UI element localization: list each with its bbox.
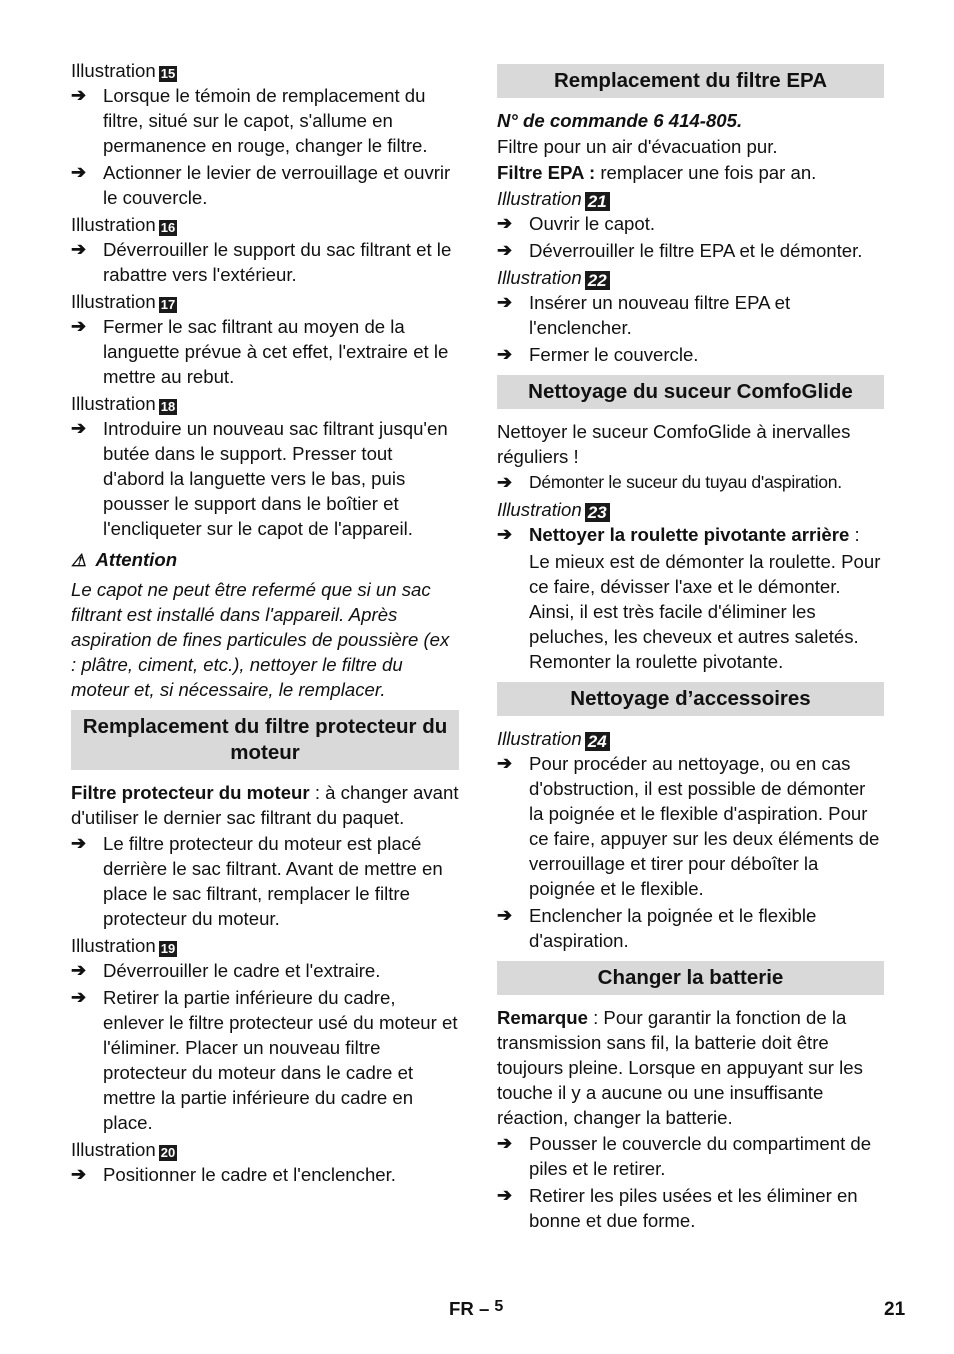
warning-icon: ⚠ — [71, 551, 87, 570]
arrow-icon: ➔ — [497, 344, 513, 364]
illustration-number: 24 — [585, 732, 610, 751]
step: ➔ Insérer un nouveau filtre EPA et l'enclencher. — [497, 292, 791, 338]
arrow-icon: ➔ — [497, 1133, 513, 1153]
illustration-ref: Illustration 19 — [71, 935, 176, 956]
illustration-ref: Illustration 21 — [497, 186, 884, 211]
section-heading: Changer la batterie — [497, 961, 884, 995]
arrow-icon: ➔ — [497, 905, 513, 925]
step: ➔ Retirer la partie inférieure du cadre, enlever le filtre protecteur usé du moteur et l'éliminer. Placer un nouveau filtre protecteur du moteur dans le cadre et mettre la partie inférieure du cadre en place. — [71, 987, 458, 1133]
section-heading: Remplacement du filtre protecteur du moteur — [71, 710, 459, 770]
illustration-number: 21 — [585, 192, 610, 211]
left-column — [71, 58, 459, 1189]
illustration-ref: Illustration 15 — [71, 60, 176, 81]
step: ➔ Positionner le cadre et l'enclencher. — [71, 1164, 396, 1185]
illustration-number: 20 — [160, 1145, 176, 1160]
arrow-icon: ➔ — [497, 213, 513, 233]
right-column — [497, 58, 884, 1235]
arrow-icon: ➔ — [71, 1164, 87, 1184]
illustration-ref: Illustration 16 — [71, 214, 176, 235]
illustration-number: 23 — [585, 503, 610, 522]
step: ➔ Pour procéder au nettoyage, ou en cas d'obstruction, il est possible de démonter la poignée et le flexible d'aspiration. Pour ce faire, appuyer sur les deux éléments de verrouillage et tirer pour déboîter la poignée et le flexible. — [497, 753, 880, 899]
illustration-ref: Illustration 18 — [71, 393, 176, 414]
illustration-number: 16 — [160, 220, 176, 235]
step: ➔ Déverrouiller le filtre EPA et le démonter. — [497, 240, 863, 261]
step: ➔ Fermer le couvercle. — [497, 344, 699, 365]
paragraph: Filtre protecteur du moteur : à changer avant d'utiliser le dernier sac filtrant du paquet. — [71, 782, 459, 828]
paragraph: Nettoyer le suceur ComfoGlide à inervalles réguliers ! — [497, 421, 851, 467]
illustration-ref: Illustration 23 — [497, 497, 884, 522]
paragraph: Filtre EPA : remplacer une fois par an. — [497, 162, 817, 183]
arrow-icon: ➔ — [71, 987, 87, 1007]
step: ➔ Lorsque le témoin de remplacement du filtre, situé sur le capot, s'allume en permanence en rouge, changer le filtre. — [71, 85, 428, 156]
illustration-number: 22 — [585, 271, 610, 290]
step: ➔ Nettoyer la roulette pivotante arrière : — [497, 524, 860, 545]
step: ➔ Déverrouiller le support du sac filtrant et le rabattre vers l'extérieur. — [71, 239, 452, 285]
arrow-icon: ➔ — [497, 753, 513, 773]
illustration-number: 15 — [160, 66, 176, 81]
step: ➔ Déverrouiller le cadre et l'extraire. — [71, 960, 381, 981]
step: ➔ Démonter le suceur du tuyau d'aspiration. — [497, 470, 884, 495]
step: ➔ Actionner le levier de verrouillage et ouvrir le couvercle. — [71, 162, 451, 208]
paragraph: Remarque : Pour garantir la fonction de la transmission sans fil, la batterie doit être toujours pleine. Lorsque en appuyant sur les touche il y a aucune ou une insuffisante réaction, changer la batterie. — [497, 1007, 863, 1128]
arrow-icon: ➔ — [71, 833, 87, 853]
arrow-icon: ➔ — [497, 1185, 513, 1205]
footer-section-label: FR – 5 — [449, 1298, 504, 1319]
arrow-icon: ➔ — [497, 240, 513, 260]
attention-text: Le capot ne peut être refermé que si un sac filtrant est installé dans l'appareil. Après aspiration de fines particules de poussière (ex : plâtre, ciment, etc.), nettoyer le filtre du moteur et, si nécessaire, le remplacer. — [71, 579, 450, 700]
section-heading: Remplacement du filtre EPA — [497, 64, 884, 98]
illustration-number: 17 — [160, 297, 176, 312]
arrow-icon: ➔ — [71, 239, 87, 259]
illustration-ref: Illustration 24 — [497, 726, 884, 751]
step: ➔ Fermer le sac filtrant au moyen de la languette prévue à cet effet, l'extraire et le mettre au rebut. — [71, 316, 449, 387]
illustration-ref: Illustration 22 — [497, 265, 884, 290]
section-heading: Nettoyage du suceur ComfoGlide — [497, 375, 884, 409]
step: ➔ Enclencher la poignée et le flexible d'aspiration. — [497, 905, 817, 951]
arrow-icon: ➔ — [497, 524, 513, 544]
arrow-icon: ➔ — [71, 960, 87, 980]
step: ➔ Retirer les piles usées et les éliminer en bonne et due forme. — [497, 1185, 858, 1231]
step: ➔ Ouvrir le capot. — [497, 213, 656, 234]
step: ➔ Introduire un nouveau sac filtrant jusqu'en butée dans le support. Presser tout d'abord la languette vers le bas, puis pousser le support dans le boîtier et l'encliqueter sur le capot de l'appareil. — [71, 418, 448, 539]
illustration-ref: Illustration 17 — [71, 291, 176, 312]
arrow-icon: ➔ — [497, 472, 513, 492]
step-detail: Le mieux est de démonter la roulette. Pour ce faire, dévisser l'axe et le démonter. Ainsi, il est très facile d'éliminer les peluches, les cheveux et autres saletés. Remonter la roulette pivotante. — [529, 551, 881, 672]
attention-note — [71, 547, 459, 702]
attention-title: Attention — [95, 549, 178, 570]
section-heading: Nettoyage d’accessoires — [497, 682, 884, 716]
order-number: N° de commande 6 414-805. — [497, 110, 743, 131]
arrow-icon: ➔ — [71, 316, 87, 336]
arrow-icon: ➔ — [71, 85, 87, 105]
paragraph: Filtre pour un air d'évacuation pur. — [497, 136, 778, 157]
illustration-ref: Illustration 20 — [71, 1139, 176, 1160]
illustration-number: 18 — [160, 399, 176, 414]
step: ➔ Le filtre protecteur du moteur est placé derrière le sac filtrant. Avant de mettre en place le sac filtrant, remplacer le filtre protecteur du moteur. — [71, 833, 443, 929]
page-number: 21 — [884, 1299, 906, 1320]
arrow-icon: ➔ — [71, 162, 87, 182]
arrow-icon: ➔ — [71, 418, 87, 438]
step: ➔ Pousser le couvercle du compartiment de piles et le retirer. — [497, 1133, 872, 1179]
illustration-number: 19 — [160, 941, 176, 956]
arrow-icon: ➔ — [497, 292, 513, 312]
